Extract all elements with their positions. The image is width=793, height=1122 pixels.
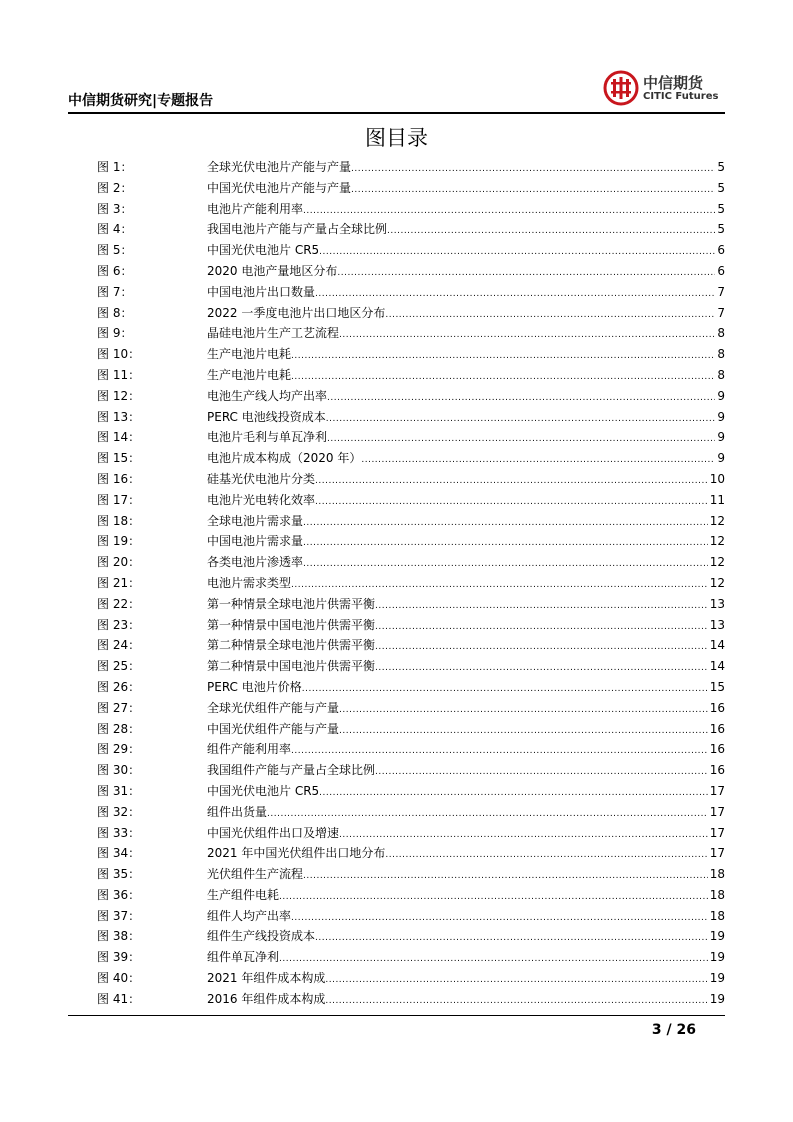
page-number[interactable]: 8 [717, 367, 725, 382]
figure-title[interactable]: 生产电池片电耗 [207, 347, 292, 362]
dot-leader [291, 573, 708, 596]
citic-logo-icon [603, 70, 639, 106]
logo-chinese-name: 中信期货 [643, 74, 704, 92]
figure-title[interactable]: PERC 电池线投资成本 [207, 409, 326, 424]
figure-title[interactable]: 组件单瓦净利 [207, 950, 280, 965]
toc-entry-body[interactable] [207, 594, 725, 617]
figure-number: 图 26： [97, 679, 141, 694]
figure-number: 图 3： [97, 201, 133, 216]
figure-title[interactable]: 中国光伏组件出口及增速 [207, 825, 340, 840]
figure-title[interactable]: 光伏组件生产流程 [207, 867, 304, 882]
figure-number: 图 13： [97, 409, 141, 424]
toc-entry[interactable] [97, 531, 725, 552]
dot-leader [325, 989, 707, 1012]
page-number[interactable]: 8 [717, 326, 725, 341]
page-number[interactable]: 7 [717, 284, 725, 299]
figure-number: 图 14： [97, 430, 141, 445]
dot-leader [387, 219, 715, 242]
figure-title[interactable]: 中国光伏组件产能与产量 [207, 721, 340, 736]
dot-leader [319, 781, 708, 804]
figure-title[interactable]: 我国电池片产能与产量占全球比例 [207, 222, 388, 237]
figure-number: 图 20： [97, 555, 141, 570]
page-number[interactable]: 17 [709, 804, 725, 819]
toc-entry[interactable] [97, 303, 725, 324]
toc-entry[interactable] [97, 843, 725, 864]
figure-title[interactable]: 组件产能利用率 [207, 742, 292, 757]
figure-title[interactable]: 中国电池片需求量 [207, 534, 304, 549]
toc-entry[interactable] [97, 219, 725, 240]
figure-number: 图 27： [97, 700, 141, 715]
toc-entry-body[interactable] [207, 303, 725, 326]
page-number[interactable]: 10 [709, 471, 725, 486]
toc-entry-body[interactable] [207, 802, 725, 825]
page-number[interactable]: 9 [717, 388, 725, 403]
toc-entry-body[interactable] [207, 240, 725, 263]
figure-number: 图 40： [97, 971, 141, 986]
figure-number: 图 8： [97, 305, 133, 320]
figure-number: 图 41： [97, 991, 141, 1006]
page-number[interactable]: 7 [717, 305, 725, 320]
page-number[interactable]: 12 [709, 513, 725, 528]
dot-leader [351, 178, 715, 201]
figure-number: 图 7： [97, 284, 133, 299]
figure-title[interactable]: 电池片成本构成（2020 年） [207, 451, 362, 466]
toc-entry[interactable] [97, 656, 725, 677]
dot-leader [339, 719, 708, 742]
figure-title[interactable]: 组件出货量 [207, 804, 268, 819]
toc-entry-body[interactable] [207, 719, 725, 742]
dot-leader [385, 843, 707, 866]
figure-number: 图 11： [97, 367, 141, 382]
figure-number: 图 10： [97, 347, 141, 362]
toc-entry[interactable] [97, 448, 725, 469]
dot-leader [267, 802, 708, 825]
dot-leader [327, 386, 715, 409]
toc-entry-body[interactable] [207, 386, 725, 409]
figure-number: 图 17： [97, 492, 141, 507]
figure-title[interactable]: 组件人均产出率 [207, 908, 292, 923]
figure-title[interactable]: 2021 年组件成本构成 [207, 971, 326, 986]
dot-leader [327, 427, 715, 450]
figure-title[interactable]: 电池片毛利与单瓦净利 [207, 430, 328, 445]
toc-entry-body[interactable] [207, 573, 725, 596]
toc-entry[interactable] [97, 407, 725, 428]
page-number[interactable]: 12 [709, 555, 725, 570]
toc-entry[interactable] [97, 240, 725, 261]
page-number[interactable]: 5 [717, 201, 725, 216]
toc-entry[interactable] [97, 573, 725, 594]
page-number[interactable]: 16 [709, 742, 725, 757]
toc-entry-body[interactable] [207, 157, 725, 180]
dot-leader [339, 823, 708, 846]
toc-entry[interactable] [97, 760, 725, 781]
toc-entry-body[interactable] [207, 552, 725, 575]
figure-title[interactable]: 组件生产线投资成本 [207, 929, 316, 944]
toc-entry[interactable] [97, 885, 725, 906]
figure-number: 图 39： [97, 950, 141, 965]
page-number[interactable]: 18 [709, 887, 725, 902]
toc-entry-body[interactable] [207, 989, 725, 1012]
dot-leader [315, 490, 708, 513]
figure-number: 图 2： [97, 180, 133, 195]
figure-title[interactable]: 2021 年中国光伏组件出口地分布 [207, 846, 386, 861]
figure-title[interactable]: 全球电池片需求量 [207, 513, 304, 528]
toc-entry[interactable] [97, 552, 725, 573]
toc-entry[interactable] [97, 178, 725, 199]
toc-entry-body[interactable] [207, 344, 725, 367]
figure-title[interactable]: 第一种情景中国电池片供需平衡 [207, 617, 376, 632]
figure-number: 图 18： [97, 513, 141, 528]
dot-leader [326, 407, 716, 430]
dot-leader [339, 698, 708, 721]
figure-number: 图 31： [97, 783, 141, 798]
toc-entry-body[interactable] [207, 199, 725, 222]
figure-title[interactable]: 全球光伏电池片产能与产量 [207, 160, 352, 174]
toc-entry[interactable] [97, 968, 725, 989]
toc-entry-body[interactable] [207, 781, 725, 804]
page-number[interactable]: 12 [709, 534, 725, 549]
dot-leader [291, 739, 708, 762]
toc-entry[interactable] [97, 511, 725, 532]
page-number[interactable]: 5 [717, 222, 725, 237]
page-number[interactable]: 14 [709, 638, 725, 653]
figure-number: 图 29： [97, 742, 141, 757]
figure-number: 图 25： [97, 659, 141, 674]
figure-number: 图 15： [97, 451, 141, 466]
toc-entry[interactable] [97, 344, 725, 365]
dot-leader [302, 677, 708, 700]
toc-entry[interactable] [97, 989, 725, 1010]
figure-number: 图 1： [97, 160, 133, 174]
toc-entry[interactable] [97, 323, 725, 344]
figure-number: 图 4： [97, 222, 133, 237]
toc-entry[interactable] [97, 823, 725, 844]
toc-entry-body[interactable] [207, 906, 725, 929]
page-number[interactable]: 19 [709, 950, 725, 965]
figure-number: 图 22： [97, 596, 141, 611]
page-number[interactable]: 5 [717, 160, 725, 174]
page-number[interactable]: 18 [709, 867, 725, 882]
toc-entry[interactable] [97, 635, 725, 656]
toc-entry-body[interactable] [207, 407, 725, 430]
figure-title[interactable]: 生产电池片电耗 [207, 367, 292, 382]
toc-entry[interactable] [97, 427, 725, 448]
page-number[interactable]: 16 [709, 721, 725, 736]
dot-leader [303, 531, 708, 554]
toc-entry[interactable] [97, 947, 725, 968]
figure-number: 图 6： [97, 263, 133, 278]
figure-number: 图 37： [97, 908, 141, 923]
figure-title[interactable]: 2016 年组件成本构成 [207, 991, 326, 1006]
toc-entry-body[interactable] [207, 656, 725, 679]
page-number[interactable]: 19 [709, 929, 725, 944]
page-header [68, 60, 725, 114]
page-number[interactable]: 13 [709, 596, 725, 611]
dot-leader [375, 656, 708, 679]
toc-entry-body[interactable] [207, 178, 725, 201]
dot-leader [315, 282, 715, 305]
toc-entry-body[interactable] [207, 885, 725, 908]
figure-title[interactable]: 第一种情景全球电池片供需平衡 [207, 596, 376, 611]
figure-title[interactable]: 电池生产线人均产出率 [207, 388, 328, 403]
toc-entry-body[interactable] [207, 282, 725, 305]
figure-title[interactable]: 第二种情景全球电池片供需平衡 [207, 638, 376, 653]
figure-number: 图 36： [97, 887, 141, 902]
toc-entry[interactable] [97, 469, 725, 490]
toc-entry-body[interactable] [207, 635, 725, 658]
figure-title[interactable]: 全球光伏组件产能与产量 [207, 700, 340, 715]
figure-number: 图 24： [97, 638, 141, 653]
toc-entry[interactable] [97, 739, 725, 760]
figure-title[interactable]: 中国光伏电池片 CR5 [207, 243, 320, 258]
dot-leader [303, 511, 708, 534]
page-number[interactable]: 9 [717, 451, 725, 466]
page-number[interactable]: 17 [709, 846, 725, 861]
dot-leader [303, 864, 708, 887]
figure-number: 图 16： [97, 471, 141, 486]
page-number[interactable]: 5 [717, 180, 725, 195]
figure-title[interactable]: 各类电池片渗透率 [207, 555, 304, 570]
dot-leader [351, 157, 715, 180]
toc-entry-body[interactable] [207, 615, 725, 638]
page-number[interactable]: 15 [709, 679, 725, 694]
figure-number: 图 32： [97, 804, 141, 819]
page-number[interactable]: 16 [709, 700, 725, 715]
figure-title[interactable]: 中国光伏电池片 CR5 [207, 783, 320, 798]
toc-entry-body[interactable] [207, 219, 725, 242]
toc-entry[interactable] [97, 199, 725, 220]
page-number[interactable]: 6 [717, 243, 725, 258]
toc-entry-body[interactable] [207, 947, 725, 970]
dot-leader [385, 303, 715, 326]
figure-title[interactable]: 硅基光伏电池片分类 [207, 471, 316, 486]
toc-entry[interactable] [97, 615, 725, 636]
dot-leader [319, 240, 715, 263]
page-number[interactable]: 19 [709, 991, 725, 1006]
toc-entry[interactable] [97, 365, 725, 386]
toc-entry[interactable] [97, 386, 725, 407]
dot-leader [291, 344, 715, 367]
figure-title[interactable]: 我国组件产能与产量占全球比例 [207, 763, 376, 778]
figure-number: 图 35： [97, 867, 141, 882]
figure-title[interactable]: 2020 电池产量地区分布 [207, 263, 338, 278]
page-number[interactable]: 14 [709, 659, 725, 674]
figure-number: 图 30： [97, 763, 141, 778]
toc-entry-body[interactable] [207, 698, 725, 721]
toc-entry-body[interactable] [207, 926, 725, 949]
figure-title[interactable]: PERC 电池片价格 [207, 679, 302, 694]
page-number[interactable]: 17 [709, 825, 725, 840]
dot-leader [315, 469, 708, 492]
toc-entry-body[interactable] [207, 677, 725, 700]
page-number[interactable]: 9 [717, 430, 725, 445]
toc-entry[interactable] [97, 594, 725, 615]
toc-entry-body[interactable] [207, 843, 725, 866]
toc-entry[interactable] [97, 926, 725, 947]
page-number[interactable]: 12 [709, 575, 725, 590]
figure-title[interactable]: 晶硅电池片生产工艺流程 [207, 326, 340, 341]
toc-entry-body[interactable] [207, 760, 725, 783]
citic-futures-logo [603, 70, 723, 106]
page-number[interactable]: 17 [709, 783, 725, 798]
figure-title[interactable]: 电池片光电转化效率 [207, 492, 316, 507]
dot-leader [375, 635, 708, 658]
toc-entry-body[interactable] [207, 531, 725, 554]
toc-entry-body[interactable] [207, 511, 725, 534]
page-number[interactable]: 13 [709, 617, 725, 632]
toc-entry[interactable] [97, 698, 725, 719]
toc-entry-body[interactable] [207, 469, 725, 492]
logo-english-name: CITIC Futures [643, 91, 719, 102]
footer-divider [68, 1015, 725, 1016]
figure-number: 图 28： [97, 721, 141, 736]
page-number[interactable]: 11 [709, 492, 725, 507]
dot-leader [303, 552, 708, 575]
dot-leader [315, 926, 708, 949]
figure-title[interactable]: 生产组件电耗 [207, 887, 280, 902]
toc-title: 图目录 [365, 126, 428, 150]
figure-number: 图 33： [97, 825, 141, 840]
toc-entry-body[interactable] [207, 427, 725, 450]
figure-number: 图 19： [97, 534, 141, 549]
dot-leader [291, 365, 715, 388]
dot-leader [375, 594, 708, 617]
toc-entry[interactable] [97, 719, 725, 740]
page-number[interactable]: 9 [717, 409, 725, 424]
toc-entry[interactable] [97, 864, 725, 885]
figure-number: 图 34： [97, 846, 141, 861]
toc-entry-body[interactable] [207, 490, 725, 513]
toc-entry[interactable] [97, 781, 725, 802]
figure-number: 图 23： [97, 617, 141, 632]
figure-number: 图 21： [97, 575, 141, 590]
page-number[interactable]: 8 [717, 347, 725, 362]
figure-number: 图 9： [97, 326, 133, 341]
dot-leader [337, 261, 715, 284]
toc-entry[interactable] [97, 906, 725, 927]
toc-entry[interactable] [97, 261, 725, 282]
dot-leader [291, 906, 708, 929]
toc-entry[interactable] [97, 802, 725, 823]
header-title: 中信期货研究|专题报告 [68, 93, 214, 109]
dot-leader [375, 760, 708, 783]
toc-entry-body[interactable] [207, 864, 725, 887]
dot-leader [303, 199, 715, 222]
figure-list [97, 157, 725, 1010]
figure-title[interactable]: 中国光伏电池片产能与产量 [207, 180, 352, 195]
toc-entry[interactable] [97, 157, 725, 178]
toc-entry-body[interactable] [207, 365, 725, 388]
dot-leader [325, 968, 707, 991]
toc-entry[interactable] [97, 282, 725, 303]
figure-title[interactable]: 第二种情景中国电池片供需平衡 [207, 659, 376, 674]
toc-entry-body[interactable] [207, 968, 725, 991]
dot-leader [279, 885, 708, 908]
page-number[interactable]: 18 [709, 908, 725, 923]
figure-number: 图 5： [97, 243, 133, 258]
page-number[interactable]: 6 [717, 263, 725, 278]
figure-title[interactable]: 中国电池片出口数量 [207, 284, 316, 299]
dot-leader [361, 448, 715, 471]
figure-number: 图 12： [97, 388, 141, 403]
figure-title[interactable]: 2022 一季度电池片出口地区分布 [207, 305, 386, 320]
dot-leader [279, 947, 708, 970]
dot-leader [375, 615, 708, 638]
page-number[interactable]: 16 [709, 763, 725, 778]
dot-leader [339, 323, 715, 346]
toc-entry-body[interactable] [207, 739, 725, 762]
toc-entry-body[interactable] [207, 823, 725, 846]
figure-number: 图 38： [97, 929, 141, 944]
toc-entry-body[interactable] [207, 261, 725, 284]
toc-entry-body[interactable] [207, 448, 725, 471]
toc-entry[interactable] [97, 490, 725, 511]
header-divider [68, 112, 725, 114]
toc-entry-body[interactable] [207, 323, 725, 346]
figure-title[interactable]: 电池片产能利用率 [207, 201, 304, 216]
page-indicator: 3 / 26 [651, 1022, 696, 1038]
figure-title[interactable]: 电池片需求类型 [207, 575, 292, 590]
toc-entry[interactable] [97, 677, 725, 698]
page-number[interactable]: 19 [709, 971, 725, 986]
